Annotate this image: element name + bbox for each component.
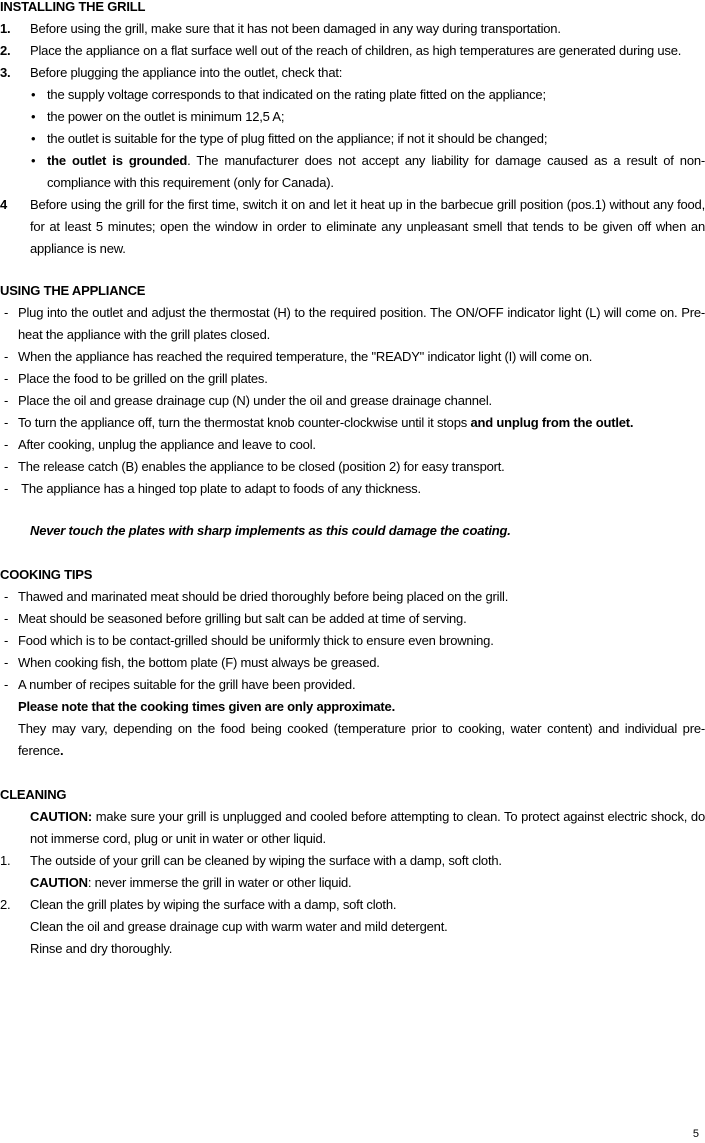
install-item-2 — [0, 40, 705, 62]
section-title-using: USING THE APPLIANCE — [0, 283, 146, 298]
using-item-1-text: Plug into the outlet and adjust the thermostat (H) to the required position. The ON/OFF indicator light (L) will come on. Pre-heat the appliance with the grill plates closed. — [18, 305, 705, 342]
using-item-2 — [0, 346, 705, 368]
cooking-times-detail-end: . — [59, 743, 64, 758]
page-number: 5 — [692, 1128, 699, 1140]
install-item-3-text: Before plugging the appliance into the outlet, check that: — [30, 65, 343, 80]
tips-item-5-text: A number of recipes suitable for the grill have been provided. — [18, 677, 356, 692]
tips-item-1-text: Thawed and marinated meat should be dried thoroughly before being placed on the grill. — [18, 589, 509, 604]
dash-marker: - — [4, 611, 9, 626]
install-item-3-number: 3. — [0, 65, 11, 80]
cooking-times-note: Please note that the cooking times given are only approximate. — [18, 699, 395, 714]
using-item-4 — [0, 390, 705, 412]
dash-marker: - — [4, 349, 9, 364]
install-item-2-number: 2. — [0, 43, 11, 58]
dash-marker: - — [4, 589, 9, 604]
using-item-off — [0, 412, 705, 434]
caution-label: CAUTION: — [30, 809, 92, 824]
tips-item-1 — [0, 586, 705, 608]
bullet-dot-icon: • — [31, 153, 36, 168]
using-item-3 — [0, 368, 705, 390]
install-item-1 — [0, 18, 705, 40]
grounded-bold: the outlet is grounded — [47, 153, 188, 168]
cleaning-caution — [30, 806, 705, 850]
bullet-dot-icon: • — [31, 131, 36, 146]
tips-item-2 — [0, 608, 705, 630]
install-item-3 — [0, 62, 705, 84]
using-item-2-text: When the appliance has reached the required temperature, the "READY" indicator light (I) will come on. — [18, 349, 593, 364]
install-item-1-text: Before using the grill, make sure that it has not been damaged in any way during transportation. — [30, 21, 561, 36]
install-bullet-4 — [0, 150, 705, 194]
cleaning-item-1-text: The outside of your grill can be cleaned by wiping the surface with a damp, soft cloth. — [30, 853, 502, 868]
using-item-3-text: Place the food to be grilled on the grill plates. — [18, 371, 268, 386]
tips-item-4-text: When cooking fish, the bottom plate (F) must always be greased. — [18, 655, 380, 670]
section-title-cleaning: CLEANING — [0, 787, 67, 802]
dash-marker: - — [4, 655, 9, 670]
install-bullet-3 — [0, 128, 705, 150]
caution-text-2: : never immerse the grill in water or other liquid. — [87, 875, 352, 890]
using-item-6 — [0, 434, 705, 456]
using-item-7-text: The release catch (B) enables the appliance to be closed (position 2) for easy transport. — [18, 459, 505, 474]
dash-marker: - — [4, 305, 9, 320]
cleaning-item-2-line-1: Clean the grill plates by wiping the surface with a damp, soft cloth. — [30, 897, 397, 912]
using-item-6-text: After cooking, unplug the appliance and leave to cool. — [18, 437, 316, 452]
cleaning-item-1 — [0, 850, 705, 872]
install-bullet-2 — [0, 106, 705, 128]
tips-item-4 — [0, 652, 705, 674]
bullet-dot-icon: • — [31, 109, 36, 124]
using-item-1 — [0, 302, 705, 346]
bullet-dot-icon: • — [31, 87, 36, 102]
install-item-4-number: 4 — [0, 197, 8, 212]
using-item-8 — [0, 478, 705, 500]
dash-marker: - — [4, 437, 9, 452]
install-bullet-3-text: the outlet is suitable for the type of plug fitted on the appliance; if not it should be changed; — [47, 131, 548, 146]
using-off-text — [18, 412, 705, 434]
using-item-4-text: Place the oil and grease drainage cup (N) under the oil and grease drainage channel. — [18, 393, 492, 408]
cooking-times-detail — [18, 718, 705, 762]
using-item-7 — [0, 456, 705, 478]
section-title-tips: COOKING TIPS — [0, 567, 93, 582]
cleaning-item-2-line-2: Clean the oil and grease drainage cup with warm water and mild detergent. — [30, 919, 448, 934]
cleaning-item-1-caution — [30, 872, 705, 894]
install-bullet-4-text — [47, 150, 705, 194]
dash-marker: - — [4, 415, 9, 430]
dash-marker: - — [4, 459, 9, 474]
install-bullet-1-text: the supply voltage corresponds to that indicated on the rating plate fitted on the appliance; — [47, 87, 546, 102]
tips-item-3-text: Food which is to be contact-grilled should be uniformly thick to ensure even browning. — [18, 633, 494, 648]
cleaning-item-1-number: 1. — [0, 853, 11, 868]
cleaning-item-2 — [0, 894, 705, 916]
install-bullet-2-text: the power on the outlet is minimum 12,5 A; — [47, 109, 285, 124]
install-item-4-text: Before using the grill for the first time, switch it on and let it heat up in the barbecue grill position (pos.1) without any food, for at least 5 minutes; open the window in order to eliminate any unpleasant smell that tends to be given off when an appliance is new. — [30, 197, 705, 256]
unplug-bold: and unplug from the outlet. — [470, 415, 634, 430]
install-bullet-1 — [0, 84, 705, 106]
coating-warning: Never touch the plates with sharp implements as this could damage the coating. — [30, 523, 511, 538]
tips-item-3 — [0, 630, 705, 652]
caution-label-2: CAUTION — [30, 875, 88, 890]
tips-item-5 — [0, 674, 705, 696]
tips-item-2-text: Meat should be seasoned before grilling but salt can be added at time of serving. — [18, 611, 467, 626]
grounded-rest: . The manufacturer does not accept any liability for damage caused as a result of non-compliance with this requirement (only for Canada). — [47, 153, 705, 190]
install-item-4 — [0, 194, 705, 260]
dash-marker: - — [4, 393, 9, 408]
install-item-2-text: Place the appliance on a flat surface well out of the reach of children, as high temperatures are generated during use. — [30, 43, 682, 58]
caution-text: make sure your grill is unplugged and cooled before attempting to clean. To protect against electric shock, do not immerse cord, plug or unit in water or other liquid. — [30, 809, 705, 846]
dash-marker: - — [4, 481, 9, 496]
dash-marker: - — [4, 677, 9, 692]
install-item-1-number: 1. — [0, 21, 11, 36]
dash-marker: - — [4, 633, 9, 648]
cooking-times-detail-text: They may vary, depending on the food being cooked (temperature prior to cooking, water content) and individual pre-ference — [18, 721, 705, 758]
using-item-8-text: The appliance has a hinged top plate to adapt to foods of any thickness. — [18, 481, 421, 496]
section-title-installing: INSTALLING THE GRILL — [0, 0, 146, 14]
cleaning-item-2-line-3: Rinse and dry thoroughly. — [30, 941, 173, 956]
dash-marker: - — [4, 371, 9, 386]
off-instruction: To turn the appliance off, turn the thermostat knob counter-clockwise until it stops — [18, 415, 471, 430]
cleaning-item-2-number: 2. — [0, 897, 11, 912]
